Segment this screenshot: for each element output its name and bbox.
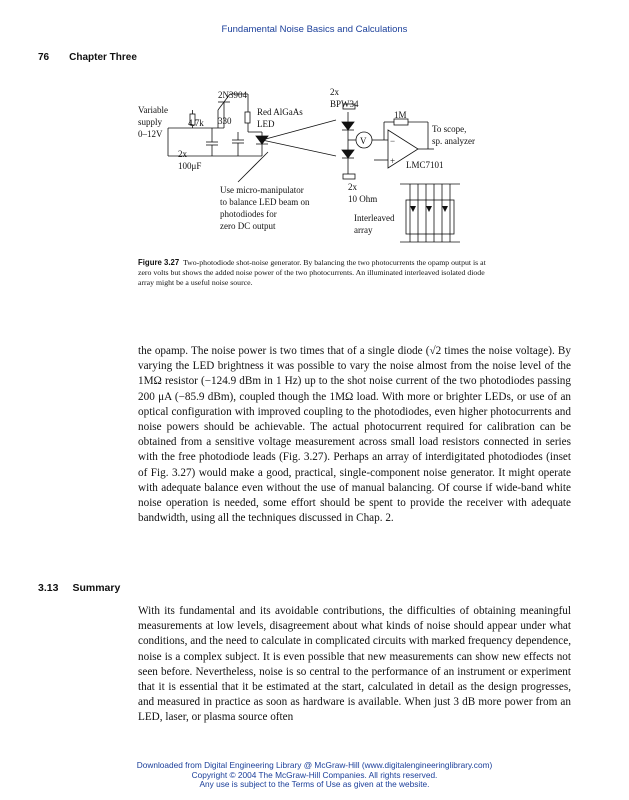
label-cap-2: 100μF	[178, 161, 202, 171]
summary-paragraph: With its fundamental and its avoidable contributions, the difficulties of obtaining meaningful measurements at low levels, disagreement about what kinds of noise should appear under what conditions, and the need to calculate in complicated circuits with marked frequency dependence, noise is a complex subject. It is even possible that new measurements can show new effects not seen before. Nevertheless, noise is so central to the performance of an instrument or experiment that it is essential that it be estimated at the start, calculated in detail as the design progresses, and measured in practice as soon as hardware is available. When just 3 dB more power from an LED, laser, or plasma source often	[138, 605, 571, 724]
section-title: Summary	[72, 582, 121, 594]
label-pd-2: BPW34	[330, 99, 359, 109]
label-supply-3: 0–12V	[138, 129, 163, 139]
body-paragraph: the opamp. The noise power is two times that of a single diode (√2 times the noise voltage). By varying the LED brightness it was possible to vary the noise almost from the noise level of the 1MΩ resistor (−124.9 dBm in 1 Hz) up to the shot noise current of the two photodiodes passing 200 μA (−85.9 dBm), coupled though the 1MΩ load. With more or brighter LEDs, or use of an optical configuration with improved coupling to the photodiodes, even higher photocurrents and noise powers should be achievable. The actual photocurrent required for calibration can be obtained from a sensitive voltage measurement across small load resistors connected in series with the free photodiode leads (Fig. 3.27). Perhaps an array of interdigitated photodiodes (inset of Fig. 3.27) would make a good, practical, single-component noise generator. It might operate with adequate balance even without the use of manual balancing. Of course if wide-band white noise operation is needed, some effort should be spent to provide the receiver with adequate bandwidth, using all the techniques discussed in Chap. 2.	[138, 345, 571, 525]
label-micro-4: zero DC output	[220, 221, 276, 231]
label-array-1: Interleaved	[354, 213, 395, 223]
page-header	[38, 52, 137, 63]
label-transistor: 2N3904	[218, 90, 247, 100]
label-r2: 330	[218, 116, 232, 126]
label-load-1: 2x	[348, 182, 357, 192]
label-supply-1: Variable	[138, 105, 168, 115]
label-meter: V	[360, 136, 367, 146]
label-feedback-r: 1M	[394, 110, 407, 120]
label-pd-1: 2x	[330, 87, 339, 97]
page-number: 76	[38, 52, 50, 63]
label-load-2: 10 Ohm	[348, 194, 378, 204]
label-micro-3: photodiodes for	[220, 209, 277, 219]
label-micro-1: Use micro-manipulator	[220, 185, 304, 195]
section-heading	[38, 582, 120, 594]
figure-caption	[138, 258, 488, 288]
label-array-2: array	[354, 225, 373, 235]
label-led-2: LED	[257, 119, 275, 129]
label-cap-1: 2x	[178, 149, 187, 159]
label-out-1: To scope,	[432, 124, 467, 134]
chapter-title: Chapter Three	[69, 52, 137, 63]
running-head: Fundamental Noise Basics and Calculations	[221, 24, 408, 35]
label-opamp: LMC7101	[406, 160, 444, 170]
label-micro-2: to balance LED beam on	[220, 197, 310, 207]
label-out-2: sp. analyzer	[432, 136, 475, 146]
caption-label: Figure 3.27	[138, 258, 180, 267]
circuit-diagram	[138, 82, 498, 257]
figure-3-27	[138, 82, 498, 257]
label-opamp-minus: −	[390, 136, 396, 146]
label-opamp-plus: +	[390, 156, 396, 166]
label-led-1: Red AlGaAs	[257, 107, 303, 117]
footer-line-2: Copyright © 2004 The McGraw-Hill Companies. All rights reserved.	[191, 769, 438, 780]
footer	[0, 761, 629, 790]
label-r1: 4.7k	[188, 118, 204, 128]
footer-line-1[interactable]: Downloaded from Digital Engineering Library @ McGraw-Hill (www.digitalengineeringlibrary.com)	[136, 760, 493, 770]
label-supply-2: supply	[138, 117, 163, 127]
footer-line-3[interactable]: Any use is subject to the Terms of Use as given at the website.	[199, 779, 430, 789]
caption-text: Two-photodiode shot-noise generator. By balancing the two photocurrents the opamp output is at zero volts but shows the added noise power of the two photocurrents. An illuminated interleaved isolated diode array might be a useful noise source.	[138, 258, 486, 287]
section-number: 3.13	[38, 582, 59, 594]
